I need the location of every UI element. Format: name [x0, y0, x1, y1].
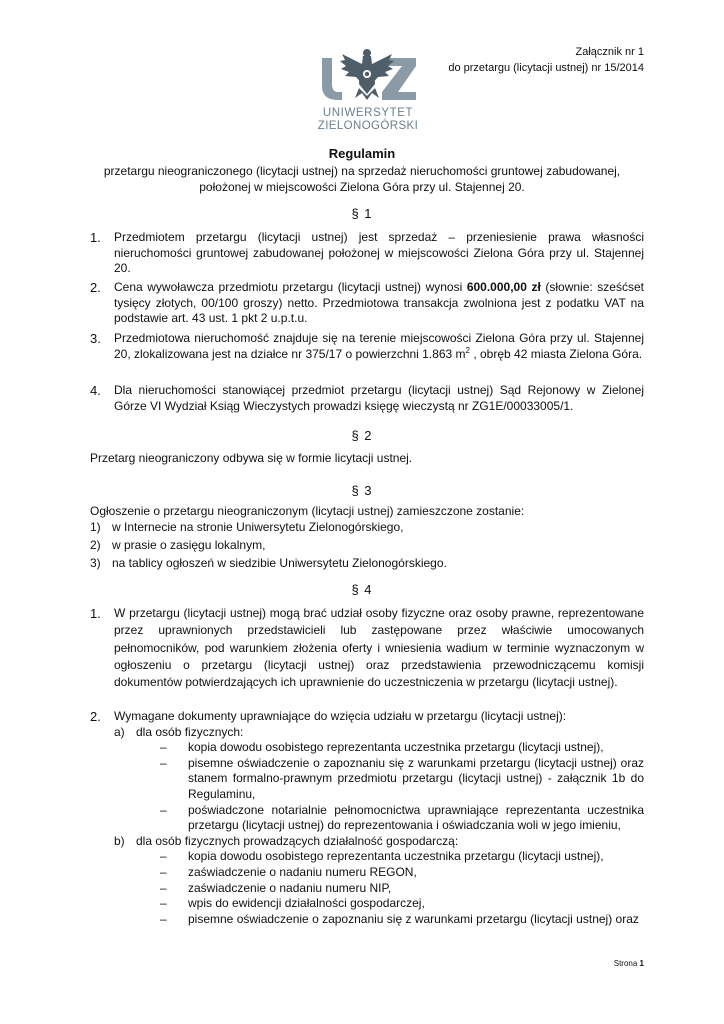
- item-text: Wymagane dokumenty uprawniające do wzięcia udziału w przetargu (licytacji ustnej):: [114, 709, 567, 723]
- dash-text: wpis do ewidencji działalności gospodarczej,: [188, 896, 425, 911]
- item-text: Przedmiotem przetargu (licytacji ustnej) jest sprzedaż – przeniesienie prawa własności nieruchomości gruntowej zabudowanej położonej w miejscowości Zielona Góra przy ul. Stajennej 20.: [114, 230, 644, 275]
- s1-item-3: [90, 331, 644, 362]
- dash-item: [160, 740, 644, 756]
- item-text: Dla nieruchomości stanowiącej przedmiot przetargu (licytacji ustnej) Sąd Rejonowy w Zielonej Górze VI Wydział Ksiąg Wieczystych prowadzi księgę wieczystą nr ZG1E/00033005/1.: [114, 383, 644, 413]
- document-heading: Regulamin: [328, 146, 396, 161]
- subsection-marker: a): [114, 724, 125, 739]
- subsection-a-heading: [114, 725, 644, 741]
- item-number: 1.: [90, 606, 101, 621]
- dash-marker: –: [160, 864, 167, 879]
- s4-item-1: [90, 605, 644, 691]
- item-number: 1.: [90, 230, 101, 245]
- dash-text: zaświadczenie o nadaniu numeru REGON,: [188, 864, 417, 879]
- dash-marker: –: [160, 740, 167, 755]
- logo-letters: UZ: [368, 44, 370, 45]
- item-text: [114, 280, 644, 327]
- price-text-after: (słownie: sześćset tysięcy złotych, 00/100 groszy) netto. Przedmiotowa transakcja zwolniona jest z podatku VAT na podstawie art. 43 ust. 1 pkt 2 u.p.t.u.: [114, 280, 644, 325]
- section-heading-3: § 3: [351, 483, 373, 498]
- subsection-marker: b): [114, 833, 125, 848]
- dash-text: kopia dowodu osobistego reprezentanta uczestnika przetargu (licytacji ustnej),: [188, 740, 604, 755]
- dash-text: pisemne oświadczenie o zapoznaniu się z warunkami przetargu (licytacji ustnej) oraz stanem formalno-prawnym przedmiotu przetargu (licytacji ustnej) - załącznik 1b do Regulaminu,: [188, 755, 644, 801]
- subsection-b-list: [160, 849, 644, 927]
- list-text: w prasie o zasięgu lokalnym,: [112, 538, 266, 552]
- dash-marker: –: [160, 802, 167, 817]
- s1-item-4: [90, 383, 644, 414]
- logo-line-1: UNIWERSYTET: [322, 107, 414, 119]
- attachment-note: [448, 44, 644, 76]
- list-text: w Internecie na stronie Uniwersytetu Zielonogórskiego,: [112, 520, 404, 534]
- dash-item: [160, 803, 644, 834]
- logo-emblem: [312, 44, 424, 134]
- item-number: 2.: [90, 280, 101, 295]
- item-number: 3.: [90, 331, 101, 346]
- section-heading-2: § 2: [351, 428, 373, 443]
- list-marker: 3): [90, 556, 101, 570]
- dash-item: [160, 881, 644, 897]
- subsection-label: dla osób fizycznych prowadzących działalność gospodarczą:: [136, 833, 459, 848]
- university-logo: [312, 44, 424, 134]
- price-amount: 600.000,00 zł: [466, 280, 541, 294]
- subsection-b-heading: [114, 834, 644, 850]
- subsection-b: [114, 834, 644, 928]
- title-line-2: położonej w miejscowości Zielona Góra przy ul. Stajennej 20.: [199, 180, 525, 194]
- section-heading-1: § 1: [351, 206, 373, 221]
- subsection-label: dla osób fizycznych:: [136, 724, 244, 739]
- page-number: 1: [639, 959, 644, 968]
- s1-item-1: [90, 230, 644, 277]
- page-footer: [614, 956, 644, 972]
- page-label: Strona: [613, 959, 638, 968]
- area-unit-exponent: 2: [465, 345, 470, 355]
- s3-intro: Ogłoszenie o przetargu nieograniczonym (licytacji ustnej) zamieszczone zostanie:: [90, 504, 525, 518]
- dash-text: kopia dowodu osobistego reprezentanta uczestnika przetargu (licytacji ustnej),: [188, 849, 604, 864]
- logo-line-2: ZIELONOGÓRSKI: [317, 120, 419, 132]
- item-number: 4.: [90, 383, 101, 398]
- dash-item: [160, 865, 644, 881]
- dash-text: poświadczone notarialnie pełnomocnictwa uprawniające reprezentanta uczestnika przetargu (licytacji ustnej) do reprezentowania i oświadczania woli w jego imieniu,: [188, 802, 644, 833]
- price-text-before: Cena wywoławcza przedmiotu przetargu (licytacji ustnej) wynosi: [114, 280, 467, 294]
- dash-marker: –: [160, 755, 167, 770]
- attachment-line-2: do przetargu (licytacji ustnej) nr 15/2014: [448, 62, 644, 74]
- attachment-line-1: Załącznik nr 1: [575, 46, 644, 58]
- dash-item: [160, 896, 644, 912]
- item-number: 2.: [90, 709, 101, 724]
- list-text: na tablicy ogłoszeń w siedzibie Uniwersytetu Zielonogórskiego.: [112, 556, 447, 570]
- list-item: [90, 520, 644, 536]
- location-text-after: , obręb 42 miasta Zielona Góra.: [470, 346, 643, 361]
- dash-item: [160, 849, 644, 865]
- dash-marker: –: [160, 896, 167, 911]
- dash-item: [160, 912, 644, 928]
- location-text-before: Przedmiotowa nieruchomość znajduje się na terenie miejscowości Zielona Góra przy ul. Stajennej 20, zlokalizowana jest na działce nr 375/17 o powierzchni 1.863 m: [114, 331, 644, 361]
- list-marker: 2): [90, 538, 101, 552]
- item-text: W przetargu (licytacji ustnej) mogą brać udział osoby fizyczne oraz osoby prawne, reprezentowane przez uprawnionych przedstawicieli lub zastępowane przez właściwie umocowanych pełnomocników, pod warunkiem złożenia oferty i wniesienia wadium w terminie wyznaczonym w ogłoszeniu o przetargu (licytacji ustnej) oraz przedstawienia przewodniczącemu komisji dokumentów potwierdzających ich uprawnienie do uczestniczenia w przetargu (licytacji ustnej).: [114, 606, 644, 690]
- list-item: [90, 538, 644, 554]
- section-heading-4: § 4: [351, 582, 373, 597]
- s3-list: [90, 520, 644, 574]
- list-item: [90, 556, 644, 572]
- s1-item-2: [90, 280, 644, 327]
- list-marker: 1): [90, 520, 101, 534]
- dash-marker: –: [160, 880, 167, 895]
- dash-item: [160, 756, 644, 803]
- subsection-a-list: [160, 740, 644, 834]
- s4-item-2: [90, 709, 644, 927]
- dash-text: pisemne oświadczenie o zapoznaniu się z warunkami przetargu (licytacji ustnej) oraz: [188, 911, 639, 926]
- dash-marker: –: [160, 849, 167, 864]
- s2-text: Przetarg nieograniczony odbywa się w formie licytacji ustnej.: [90, 451, 413, 465]
- dash-marker: –: [160, 911, 167, 926]
- title-line-1: przetargu nieograniczonego (licytacji ustnej) na sprzedaż nieruchomości gruntowej zabudowanej,: [103, 164, 621, 178]
- dash-text: zaświadczenie o nadaniu numeru NIP,: [188, 880, 392, 895]
- document-title-block: [80, 146, 644, 195]
- item-text: [114, 331, 644, 362]
- subsection-a: [114, 725, 644, 834]
